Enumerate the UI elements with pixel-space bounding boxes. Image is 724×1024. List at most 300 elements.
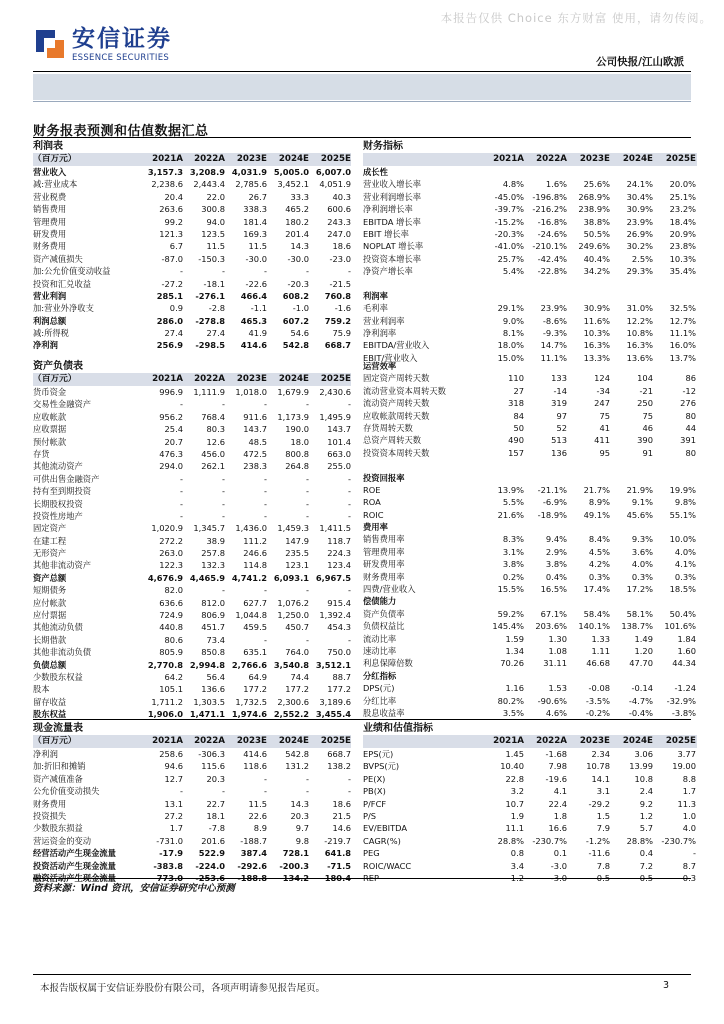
table-row <box>363 822 697 834</box>
cell-value: 3.4 <box>510 860 524 871</box>
cell-value: 26.7 <box>248 191 267 202</box>
cell-value: 11.3 <box>677 798 696 809</box>
row-label: 货币资金 <box>33 387 67 397</box>
header-year: 2022A <box>194 374 225 384</box>
row-label: 经营活动产生现金流量 <box>33 848 116 859</box>
cell-value: -30.0 <box>287 253 309 264</box>
cell-value <box>481 595 524 607</box>
cell-value: 29.3% <box>626 266 653 277</box>
cell-value: -0.4% <box>628 707 653 718</box>
row-label: 交易性金融资产 <box>33 399 92 410</box>
row-label: 资产负债率 <box>363 608 405 619</box>
table-row <box>363 583 697 595</box>
cell-value: 4.0% <box>631 559 653 570</box>
cell-value: 13.99 <box>629 761 653 772</box>
row-label: 财务费用 <box>33 798 67 809</box>
cell-value: -230.7% <box>532 835 567 846</box>
cell-value: 522.9 <box>198 848 225 859</box>
cell-value: 123.1 <box>285 560 309 571</box>
table-row <box>33 436 351 448</box>
cell-value: 28.8% <box>626 835 653 846</box>
cell-value: 131.2 <box>285 761 309 772</box>
cell-value: 8.9 <box>253 823 267 834</box>
row-label: 长期股权投资 <box>33 498 83 509</box>
cell-value: 759.2 <box>324 315 351 326</box>
cell-value: 56.4 <box>206 671 225 682</box>
cell-value: 44 <box>685 422 696 433</box>
cell-value: 18.4% <box>669 216 696 227</box>
row-label: 股本 <box>33 684 50 695</box>
table-row <box>363 546 697 558</box>
table-row <box>33 634 351 646</box>
table-row <box>363 657 697 669</box>
cell-value: -210.1% <box>532 241 567 252</box>
row-label: PEG <box>363 848 380 859</box>
cell-value: 9.4% <box>545 534 567 545</box>
row-label: 速动比率 <box>363 645 397 656</box>
table-row <box>363 748 697 760</box>
header-year: 2021A <box>493 736 524 746</box>
cell-value: 7.98 <box>548 761 567 772</box>
table-row <box>363 496 697 508</box>
cell-value: -42.4% <box>537 253 567 264</box>
cell-value <box>481 521 524 533</box>
row-label: 投资活动产生现金流量 <box>33 860 116 871</box>
row-label: 固定资产周转天数 <box>363 373 430 384</box>
table-row <box>363 166 697 178</box>
cell-value: 25.6% <box>583 179 610 190</box>
row-label: 减:所得税 <box>33 328 69 339</box>
row-label <box>363 459 481 471</box>
row-label: 可供出售金融资产 <box>33 473 100 484</box>
cell-value: -3.8% <box>671 707 696 718</box>
cell-value <box>567 290 610 302</box>
cell-value: - <box>180 266 183 277</box>
cell-value: 0.9 <box>169 303 183 314</box>
cell-value: 1.6% <box>545 179 567 190</box>
cell-value: 812.0 <box>201 597 225 608</box>
cell-value: 14.3 <box>290 241 309 252</box>
cell-value: 118.6 <box>243 761 267 772</box>
cell-value: 21.7% <box>583 484 610 495</box>
cell-value: 24.1% <box>626 179 653 190</box>
table-row <box>33 203 351 215</box>
cell-value: 3,540.8 <box>273 659 309 670</box>
cell-value: 54.6 <box>290 328 309 339</box>
cell-value: 11.1% <box>540 352 567 363</box>
cell-value: 124 <box>594 373 610 384</box>
row-label: 其他流动资产 <box>33 461 83 472</box>
cell-value: 4.2% <box>588 559 610 570</box>
cell-value: 5.5% <box>502 497 524 508</box>
row-label: 投资资本周转天数 <box>363 447 430 458</box>
table-row <box>33 847 351 859</box>
row-label: 减:营业成本 <box>33 179 78 190</box>
row-label: DPS(元) <box>363 683 395 694</box>
cell-value: 27.2 <box>164 810 183 821</box>
table-row <box>33 473 351 485</box>
cell-value: -3.0 <box>550 872 567 883</box>
cell-value: 50.4% <box>669 608 696 619</box>
cell-value: 18.0% <box>497 340 524 351</box>
cell-value: 4,741.2 <box>231 572 267 583</box>
cell-value: 18.5% <box>669 584 696 595</box>
cell-value: 10.7 <box>505 798 524 809</box>
row-label: 股东权益 <box>33 709 67 720</box>
cell-value: - <box>264 399 267 410</box>
cell-value: 4.8% <box>502 179 524 190</box>
cell-value: 17.2% <box>626 584 653 595</box>
cell-value: - <box>222 266 225 277</box>
cell-value: - <box>222 486 225 497</box>
cell-value: 1.7 <box>169 823 183 834</box>
cell-value: 2,770.8 <box>147 659 183 670</box>
cell-value: 255.0 <box>327 461 351 472</box>
cell-value: 16.6 <box>548 823 567 834</box>
cell-value: 4,465.9 <box>189 572 225 583</box>
cell-value: 3.5% <box>502 707 524 718</box>
cell-value: -45.0% <box>494 191 524 202</box>
table-row <box>33 411 351 423</box>
cell-value: 19.9% <box>669 484 696 495</box>
cell-value: - <box>348 473 351 484</box>
cell-value: - <box>264 786 267 797</box>
cell-value: -23.0 <box>329 253 351 264</box>
header-year: 2023E <box>236 154 267 164</box>
cell-value: - <box>693 848 696 859</box>
cell-value: -90.6% <box>537 695 567 706</box>
row-label: 管理费用率 <box>363 546 405 557</box>
cell-value: 286.0 <box>156 315 183 326</box>
cell-value: 13.6% <box>626 352 653 363</box>
cell-value: -3.5% <box>585 695 610 706</box>
cell-value: 105.1 <box>159 684 183 695</box>
cell-value: 20.7 <box>164 436 183 447</box>
header-year: 2021A <box>152 154 183 164</box>
row-label: 分红指标 <box>363 670 397 681</box>
row-label: EV/EBITDA <box>363 823 408 834</box>
row-label: PB(X) <box>363 786 386 797</box>
row-label: ROIC <box>363 509 384 520</box>
table-row <box>33 696 351 708</box>
header-year: 2025E <box>320 154 351 164</box>
cell-value: 55.1% <box>669 509 696 520</box>
cell-value: 3,512.1 <box>315 659 351 670</box>
row-label: 利润率 <box>363 290 388 301</box>
header-year: 2025E <box>320 736 351 746</box>
cell-value: 1.30 <box>548 633 567 644</box>
cell-value: -298.5 <box>195 340 225 351</box>
header-year: 2022A <box>536 154 567 164</box>
cell-value: 22.7 <box>206 798 225 809</box>
cell-value: 34.2% <box>583 266 610 277</box>
cell-value: 20.9% <box>669 228 696 239</box>
cell-value: 1.5 <box>596 810 610 821</box>
header-year: 2024E <box>278 154 309 164</box>
cell-value: 13.1 <box>164 798 183 809</box>
table-row <box>363 760 697 772</box>
title-underline <box>33 137 691 138</box>
header-year: 2024E <box>622 736 653 746</box>
table-row <box>363 278 697 290</box>
cell-value: -7.8 <box>208 823 225 834</box>
valuation-indicators <box>363 722 697 884</box>
cell-value: 0.3 <box>682 872 696 883</box>
cell-value <box>481 166 524 178</box>
row-label: 存货 <box>33 448 50 459</box>
cell-value: 75 <box>599 410 610 421</box>
cell-value: -71.5 <box>327 860 351 871</box>
cell-value: - <box>264 473 267 484</box>
cell-value: 12.7% <box>669 315 696 326</box>
logo-icon <box>33 26 67 60</box>
row-label: 偿债能力 <box>363 596 397 607</box>
cell-value: 263.6 <box>159 204 183 215</box>
cell-value: 201.6 <box>201 835 225 846</box>
table-row <box>33 166 351 178</box>
cell-value: 411 <box>594 435 610 446</box>
header-year: 2025E <box>665 154 696 164</box>
table-title: 资产负债表 <box>33 361 83 372</box>
cell-value: 2,300.6 <box>277 696 309 707</box>
cell-value: 724.9 <box>159 610 183 621</box>
cell-value: -0.08 <box>588 683 610 694</box>
cell-value: 607.2 <box>282 315 309 326</box>
cell-value: 97 <box>556 410 567 421</box>
income-statement <box>33 140 351 352</box>
cell-value: 1.49 <box>634 633 653 644</box>
cell-value: 258.6 <box>159 749 183 759</box>
cell-value: -196.8% <box>532 191 567 202</box>
cell-value: 143.7 <box>327 424 351 435</box>
cell-value: 11.6% <box>583 315 610 326</box>
table-row <box>363 509 697 521</box>
cell-value: -29.2 <box>588 798 610 809</box>
table-row <box>33 609 351 621</box>
table-row <box>363 533 697 545</box>
cell-value: 238.9% <box>578 204 610 215</box>
cell-value: -27.2 <box>161 278 183 289</box>
row-label: ROA <box>363 497 381 508</box>
row-label: EBITDA 增长率 <box>363 216 421 227</box>
cell-value: 31.0% <box>626 303 653 314</box>
table-row <box>363 595 697 607</box>
cell-value: 180.4 <box>324 872 351 883</box>
table-row <box>363 290 697 302</box>
table-row <box>33 398 351 410</box>
cell-value: -20.3% <box>494 228 524 239</box>
cell-value: 32.5% <box>669 303 696 314</box>
cell-value: 996.9 <box>159 387 183 397</box>
table-row <box>33 498 351 510</box>
cell-value: -1.68 <box>545 749 567 759</box>
cell-value: - <box>306 786 309 797</box>
table-row <box>363 240 697 252</box>
table-row <box>33 278 351 290</box>
cell-value: 14.1 <box>591 773 610 784</box>
table-row <box>363 327 697 339</box>
cell-value: - <box>264 634 267 645</box>
cell-value: 22.4 <box>548 798 567 809</box>
cell-value: 3.6% <box>631 546 653 557</box>
row-label: 短期债务 <box>33 585 67 596</box>
cell-value: 118.7 <box>327 535 351 546</box>
cell-value: 121.3 <box>159 228 183 239</box>
table-row <box>363 265 697 277</box>
table-row <box>33 327 351 339</box>
cell-value: -0.14 <box>631 683 653 694</box>
table-row <box>363 785 697 797</box>
cell-value: 1,345.7 <box>193 523 225 534</box>
cell-value: 201.4 <box>285 228 309 239</box>
cell-value: - <box>348 634 351 645</box>
cell-value: 1,303.5 <box>193 696 225 707</box>
cell-value: -18.1 <box>203 278 225 289</box>
cell-value: -19.6 <box>545 773 567 784</box>
table-row <box>33 191 351 203</box>
table-row <box>33 860 351 872</box>
table-row <box>363 682 697 694</box>
cell-value: 235.5 <box>285 548 309 559</box>
header-divider <box>33 71 691 72</box>
cell-value: -200.3 <box>279 860 309 871</box>
table-header-row <box>363 735 697 748</box>
cell-value: -150.3 <box>198 253 225 264</box>
cell-value: 58.4% <box>583 608 610 619</box>
table-row <box>363 571 697 583</box>
cell-value: 84 <box>513 410 524 421</box>
cell-value: -87.0 <box>161 253 183 264</box>
cell-value: 49.1% <box>583 509 610 520</box>
table-row <box>33 315 351 327</box>
cell-value: 25.7% <box>497 253 524 264</box>
header-unit: （百万元） <box>33 736 77 746</box>
table-row <box>33 810 351 822</box>
cell-value: 9.3% <box>631 534 653 545</box>
row-label: 净利润 <box>33 340 58 351</box>
cell-value: 476.3 <box>159 448 183 459</box>
cell-value: 27.4 <box>164 328 183 339</box>
row-label: ROIC/WACC <box>363 860 412 871</box>
cell-value: 2,785.6 <box>235 179 267 190</box>
cell-value: 4.1 <box>553 786 567 797</box>
row-label: 研发费用 <box>33 228 67 239</box>
row-label: EBIT 增长率 <box>363 228 409 239</box>
footer-divider <box>33 974 691 975</box>
cell-value <box>610 670 653 682</box>
cell-value: 11.5 <box>206 241 225 252</box>
cell-value: -41.0% <box>494 241 524 252</box>
row-label: 分红比率 <box>363 695 397 706</box>
cell-value: 44.34 <box>672 658 696 669</box>
cell-value: 5.4% <box>502 266 524 277</box>
cell-value: -253.6 <box>195 872 225 883</box>
cell-value <box>653 166 696 178</box>
cell-value: 33.3 <box>290 191 309 202</box>
table-row <box>363 385 697 397</box>
cell-value: 10.3% <box>583 328 610 339</box>
cell-value: - <box>180 473 183 484</box>
cell-value: 111.2 <box>243 535 267 546</box>
cell-value: 59.2% <box>497 608 524 619</box>
row-label: 总资产周转天数 <box>363 435 422 446</box>
table-row <box>33 423 351 435</box>
cell-value: 18.0 <box>290 436 309 447</box>
cell-value: 64.9 <box>248 671 267 682</box>
cell-value <box>481 670 524 682</box>
cell-value: 136 <box>551 447 567 458</box>
table-row <box>33 265 351 277</box>
cell-value: 7.8 <box>596 860 610 871</box>
row-label: 应收帐款周转天数 <box>363 410 430 421</box>
cell-value: - <box>264 266 267 277</box>
header-year: 2023E <box>236 736 267 746</box>
cell-value: - <box>264 585 267 596</box>
table-row <box>363 253 697 265</box>
cell-value: 94.0 <box>206 216 225 227</box>
cell-value: 28.8% <box>497 835 524 846</box>
cell-value: -731.0 <box>156 835 183 846</box>
cell-value <box>524 166 567 178</box>
row-label: 加:营业外净收支 <box>33 303 94 314</box>
cell-value: 0.3% <box>631 571 653 582</box>
table-row <box>363 228 697 240</box>
table-row <box>33 646 351 658</box>
cell-value: 41 <box>599 422 610 433</box>
cell-value: 250 <box>637 398 653 409</box>
table-title: 现金流量表 <box>33 723 83 734</box>
table-row <box>363 810 697 822</box>
table-row <box>363 315 697 327</box>
cell-value: - <box>348 266 351 277</box>
row-label: 应收帐款 <box>33 411 67 422</box>
cell-value: 16.3% <box>583 340 610 351</box>
cell-value: 16.5% <box>540 584 567 595</box>
row-label: 毛利率 <box>363 303 388 314</box>
cell-value: 1,436.0 <box>235 523 267 534</box>
cell-value: 10.8 <box>634 773 653 784</box>
cell-value: 9.2 <box>639 798 653 809</box>
cell-value <box>653 521 696 533</box>
row-label: EPS(元) <box>363 749 394 759</box>
cell-value: 1,459.3 <box>277 523 309 534</box>
table-header-row <box>33 153 351 166</box>
cell-value: 110 <box>508 373 524 384</box>
cell-value: 20.3 <box>290 810 309 821</box>
row-label: 净利润 <box>33 749 58 759</box>
cell-value: 1.9 <box>510 810 524 821</box>
row-label: 费用率 <box>363 522 388 533</box>
cell-value: 11.1% <box>669 328 696 339</box>
cell-value: 45.6% <box>626 509 653 520</box>
cell-value: 6.7 <box>169 241 183 252</box>
cell-value: 1.2 <box>639 810 653 821</box>
cell-value: - <box>306 585 309 596</box>
cell-value: - <box>264 510 267 521</box>
cell-value: 20.0% <box>669 179 696 190</box>
cell-value: 1.84 <box>677 633 696 644</box>
cell-value: 80.3 <box>206 424 225 435</box>
cell-value: 23.9% <box>626 216 653 227</box>
cell-value: 23.8% <box>669 241 696 252</box>
cell-value: 268.9% <box>578 191 610 202</box>
cell-value: 1.59 <box>505 633 524 644</box>
cell-value: 1,906.0 <box>147 709 183 720</box>
cell-value: 74.4 <box>290 671 309 682</box>
cell-value: 46 <box>642 422 653 433</box>
cell-value: 30.4% <box>626 191 653 202</box>
cell-value: - <box>180 510 183 521</box>
